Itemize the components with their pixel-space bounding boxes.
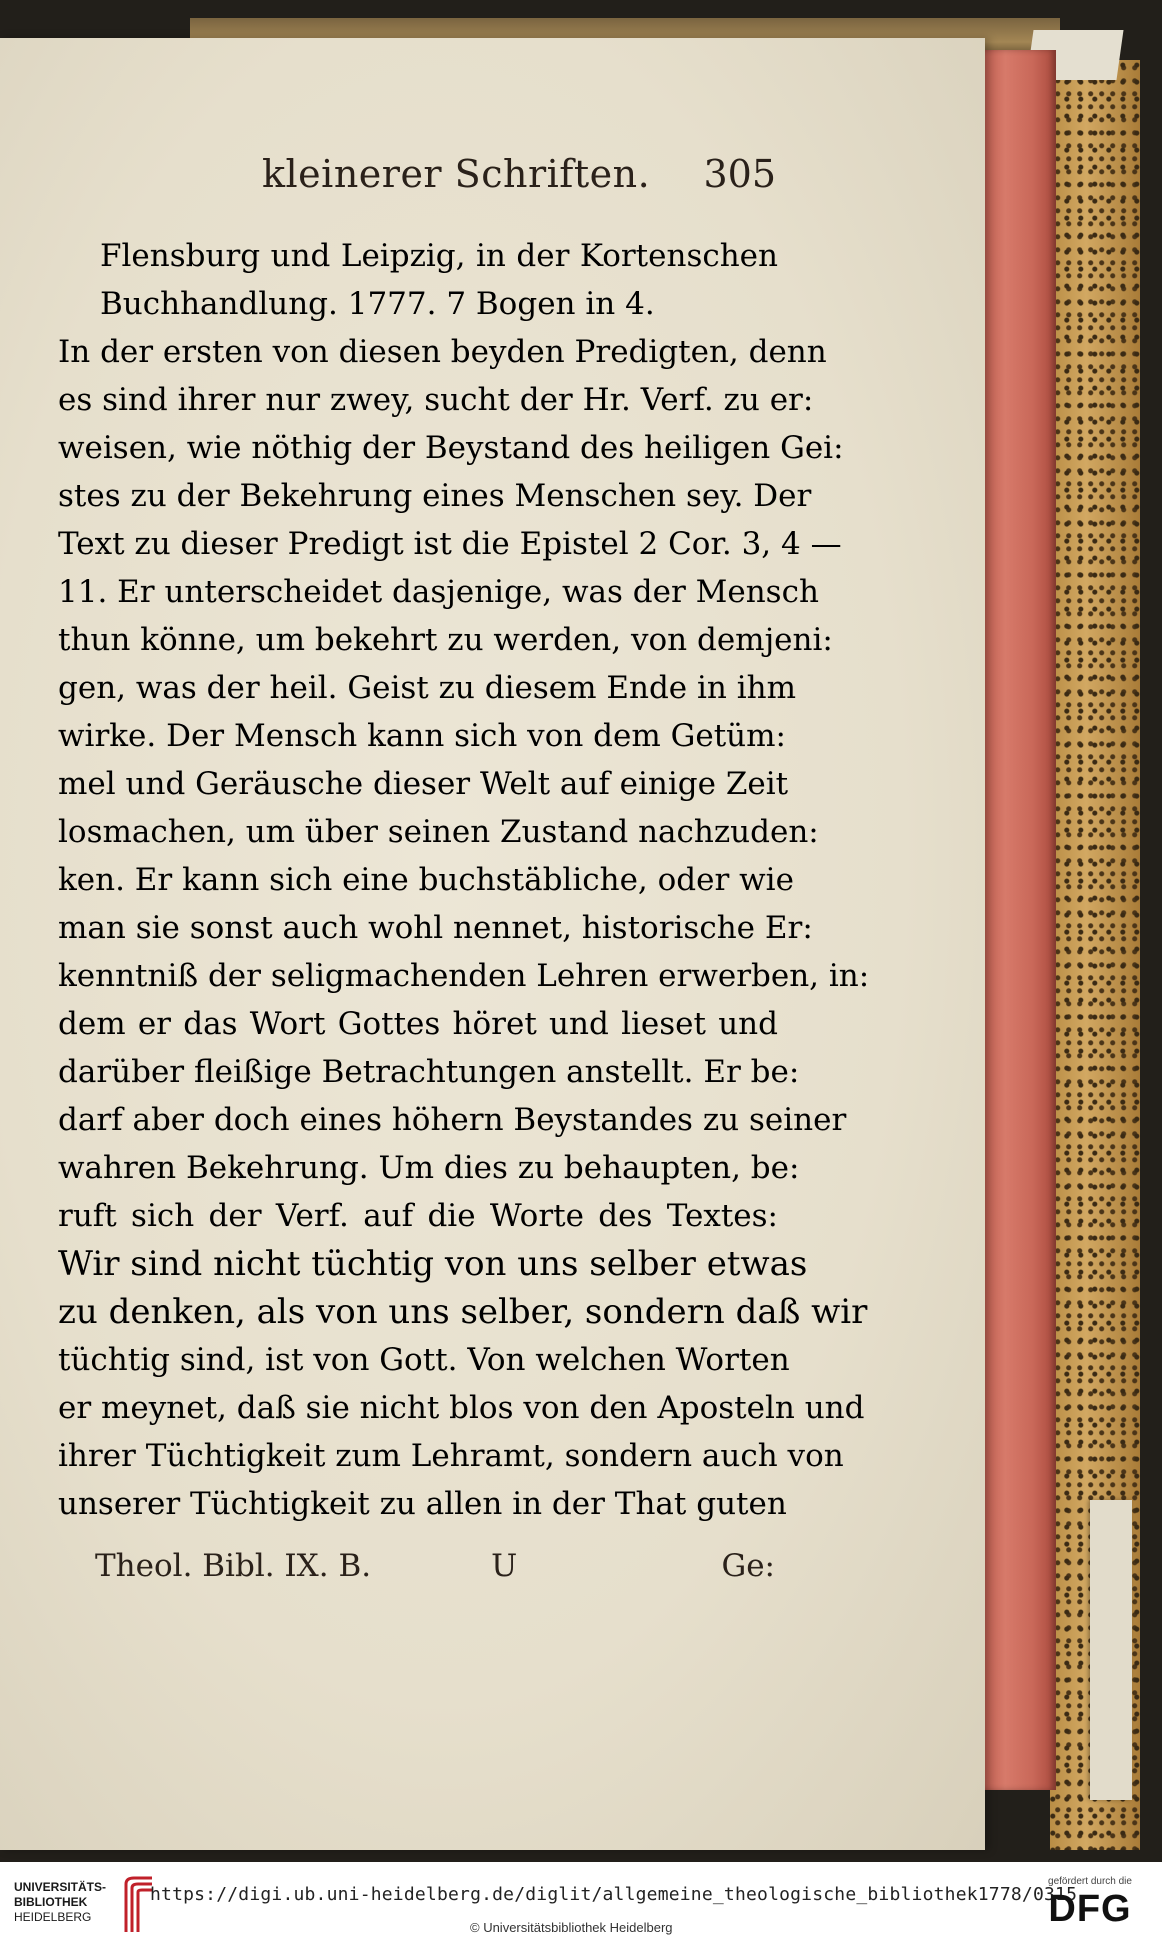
dfg-caption: gefördert durch die (1048, 1876, 1132, 1887)
text-line: kenntniß der seligmachenden Lehren erwerben, in: (58, 958, 870, 994)
text-line: man sie sonst auch wohl nennet, historische Er: (58, 910, 813, 946)
library-name-line: UNIVERSITÄTS- (14, 1880, 107, 1894)
library-name-line: HEIDELBERG (14, 1910, 92, 1924)
text-line: Text zu dieser Predigt ist die Epistel 2 Cor. 3, 4 — (58, 526, 842, 562)
text-line: stes zu der Bekehrung eines Menschen sey. Der (58, 478, 812, 514)
running-head (262, 152, 776, 202)
text-line: es sind ihrer nur zwey, sucht der Hr. Verf. zu er: (58, 382, 814, 418)
text-line: tüchtig sind, ist von Gott. Von welchen Worten (58, 1342, 790, 1378)
page-edge-corner (1090, 1500, 1132, 1800)
text-line: er meynet, daß sie nicht blos von den Aposteln und (58, 1390, 865, 1426)
permalink-url[interactable]: https://digi.ub.uni-heidelberg.de/diglit/allgemeine_theologische_bibliothek1778/0315 (150, 1884, 1078, 1905)
text-line: In der ersten von diesen beyden Predigten, denn (58, 334, 827, 370)
text-line: ihrer Tüchtigkeit zum Lehramt, sondern auch von (58, 1438, 844, 1474)
text-line: darüber fleißige Betrachtungen anstellt. Er be: (58, 1054, 800, 1090)
signature-title: Theol. Bibl. IX. B. (95, 1548, 372, 1584)
text-line: weisen, wie nöthig der Beystand des heiligen Gei: (58, 430, 844, 466)
text-line: mel und Geräusche dieser Welt auf einige Zeit (58, 766, 789, 802)
dfg-wordmark: DFG (1048, 1888, 1132, 1930)
footer-banner (0, 1862, 1162, 1948)
text-line: Wir sind nicht tüchtig von uns selber etwas (58, 1244, 808, 1284)
text-line: wahren Bekehrung. Um dies zu behaupten, be: (58, 1150, 800, 1186)
text-line: gen, was der heil. Geist zu diesem Ende in ihm (58, 670, 797, 706)
signature-mark: U (491, 1548, 518, 1584)
text-body (58, 232, 870, 1528)
text-line: Buchhandlung. 1777. 7 Bogen in 4. (100, 286, 655, 322)
text-line: wirke. Der Mensch kann sich von dem Getüm: (58, 718, 786, 754)
text-line: zu denken, als von uns selber, sondern daß wir (58, 1292, 868, 1332)
book-page (0, 38, 985, 1850)
text-line: 11. Er unterscheidet dasjenige, was der Mensch (58, 574, 819, 610)
dfg-logo (1030, 1876, 1150, 1942)
catchword: Ge: (721, 1548, 775, 1584)
copyright-notice: © Universitätsbibliothek Heidelberg (470, 1920, 673, 1935)
page-number: 305 (703, 152, 776, 196)
running-title: kleinerer Schriften. (262, 152, 651, 196)
text-line: losmachen, um über seinen Zustand nachzuden: (58, 814, 819, 850)
text-line: unserer Tüchtigkeit zu allen in der That guten (58, 1486, 787, 1522)
text-line: darf aber doch eines höhern Beystandes zu seiner (58, 1102, 847, 1138)
text-line: Flensburg und Leipzig, in der Kortenschen (100, 238, 778, 274)
text-line: dem er das Wort Gottes höret und lieset und (58, 1006, 778, 1042)
text-line: ruft sich der Verf. auf die Worte des Textes: (58, 1198, 778, 1234)
signature-line (95, 1548, 775, 1598)
library-name-line: BIBLIOTHEK (14, 1895, 88, 1909)
page-edge-red (978, 50, 1056, 1790)
text-line: ken. Er kann sich eine buchstäbliche, oder wie (58, 862, 794, 898)
text-line: thun könne, um bekehrt zu werden, von demjeni: (58, 622, 833, 658)
